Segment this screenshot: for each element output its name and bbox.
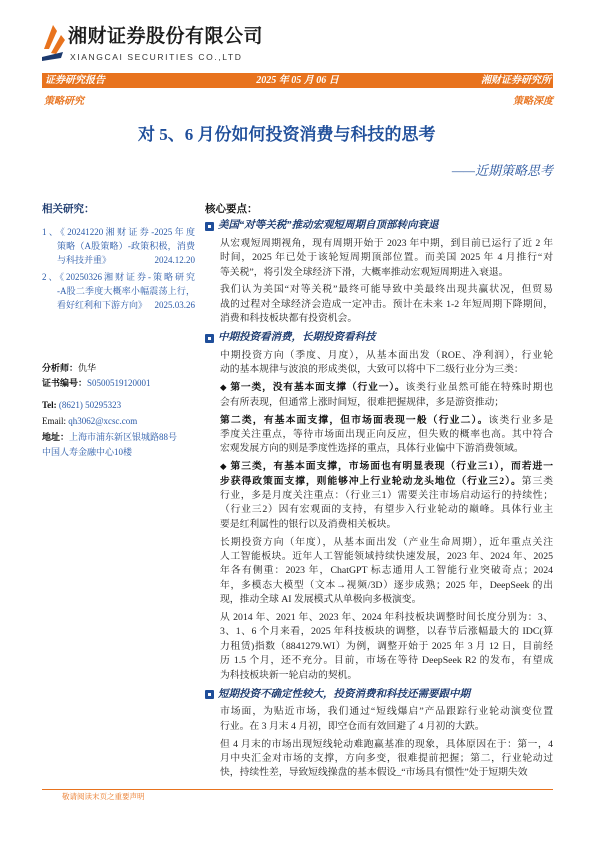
text-line	[220, 654, 553, 668]
related-research-title-text: 1、《20241220湘财证券-2025年度	[42, 227, 195, 237]
tel-row	[42, 398, 195, 412]
paragraph	[220, 414, 553, 457]
line-text: 该类行业虽然可能在特殊时期也	[405, 382, 554, 394]
emphasis-text: 步获得政策面支撑，则能够冲上行业轮动龙头地位（行业三2）。	[220, 475, 522, 487]
paragraph	[220, 705, 553, 734]
related-research-line	[42, 284, 195, 298]
company-logo-icon	[40, 22, 66, 62]
line-text: 会有所表现，但通常上涨时间短，很难把握规律，多是游资推动；	[220, 396, 505, 408]
text-line	[220, 266, 553, 280]
footer-disclaimer: 敬请阅读末页之重要声明	[62, 792, 145, 801]
company-name-en: XIANGCAI SECURITIES CO.,LTD	[70, 52, 243, 62]
line-text: 力租赁)指数（8841279.WI）为例，调整开始于 2025 年 3 月 12 日，目前经	[220, 640, 553, 652]
section-marker-icon	[205, 690, 214, 699]
text-line	[220, 705, 553, 719]
report-subtitle: ——近期策略思考	[451, 163, 553, 178]
related-research-date: 2025.03.26	[154, 300, 195, 310]
line-text: 宏观发展方向的则是季度性选择的重点，具体行业偏中下游消费领域。	[220, 443, 524, 455]
text-line	[220, 640, 553, 654]
line-text: 市场面，为贴近市场，我们通过“短线爆启”产品跟踪行业轮动演变位置	[220, 706, 553, 718]
related-research-title-text: 看好红利和下游方向》	[57, 300, 148, 310]
line-text: 时间，2025 年已处于该轮短周期顶部位置。而美国 2025 年 4 月推行“对	[220, 252, 553, 264]
text-line	[220, 363, 553, 377]
line-text: 要是红利属性的银行以及消费相关板块。	[220, 518, 397, 530]
related-research-line	[42, 225, 195, 239]
text-line	[220, 298, 553, 312]
text-line	[220, 381, 553, 395]
line-text: 我们认为美国“对等关税”最终可能导致中美最终出现共赢状况，但贸易	[220, 284, 553, 296]
text-line	[220, 518, 553, 532]
line-text: 3、1、6 个月来看，2025 年科技板块的调整，以春节后涨幅最大的 IDC(算	[220, 626, 553, 638]
text-line	[220, 611, 553, 625]
line-text: 从宏观短周期视角，现有周期开始于 2023 年中期，到目前已运行了近 2 年	[220, 237, 553, 249]
text-line	[220, 428, 553, 442]
text-line	[220, 579, 553, 593]
text-line	[220, 752, 553, 766]
text-line	[220, 489, 553, 503]
text-line	[220, 442, 553, 456]
text-line	[220, 625, 553, 639]
bullet-paragraph	[220, 460, 553, 532]
related-research-line	[42, 239, 195, 253]
related-research-line	[42, 270, 195, 284]
text-line	[220, 460, 553, 474]
email-address: qh3062@xcsc.com	[68, 416, 138, 426]
text-line	[220, 564, 553, 578]
section-heading	[205, 687, 553, 703]
address-row	[42, 430, 195, 444]
related-research-line	[42, 253, 195, 267]
analyst-label: 分析师：	[42, 363, 79, 373]
emphasis-text: 第一类，没有基本面支撑（行业一）。	[230, 382, 406, 394]
text-line	[220, 414, 553, 428]
text-line	[220, 396, 553, 410]
text-line	[220, 593, 553, 607]
line-text: 消费和科技板块都有投资机会。	[220, 313, 358, 325]
paragraph	[220, 237, 553, 280]
section-heading-text: 短期投资不确定性较大，投资消费和科技还需要跟中期	[218, 688, 470, 700]
bullet-diamond-icon: ◆	[220, 462, 228, 473]
tel-number: (8621) 50295323	[58, 400, 122, 410]
address-row-2	[42, 445, 195, 459]
line-text: 为科技板块新一轮启动的契机。	[220, 669, 358, 681]
bullet-paragraph	[220, 381, 553, 410]
paragraph	[220, 283, 553, 326]
research-institute: 湘财证券研究所	[481, 75, 551, 86]
text-line	[220, 669, 553, 683]
line-text: 行业，多是月度关注重点：（行业三1）需要关注市场启动运行的持续性；	[220, 489, 553, 501]
key-points-body	[205, 218, 553, 781]
company-name-cn: 湘财证券股份有限公司	[68, 26, 264, 47]
line-text: 人工智能板块。近年人工智能领域持续快速发展，2023 年、2024 年、2025	[220, 551, 553, 563]
address-line-1: 上海市浦东新区银城路88号	[69, 432, 178, 442]
email-label: Email:	[42, 416, 69, 426]
text-line	[220, 720, 553, 734]
line-text: 月中央汇金对市场的支撑，方向多变，很难提前把握；第二，行业轮动过	[220, 753, 553, 764]
line-text: 长期投资方向（年度），从基本面出发（产业生命周期），近年重点关注	[220, 536, 553, 548]
line-text: 中期投资方向（季度、月度），从基本面出发（ROE、净利润），行业轮	[220, 349, 553, 361]
line-text: 但 4 月末的市场出现短线轮动难跑赢基准的现象，具体原因在于：第一，4	[220, 738, 553, 750]
related-research-line	[42, 298, 195, 312]
report-subcategory-row	[42, 94, 553, 109]
line-text: 等关税”，将引发全球经济下滑，大概率推动宏观短周期进入衰退。	[220, 266, 509, 278]
paragraph	[220, 611, 553, 683]
text-line	[220, 536, 553, 550]
section-marker-icon	[205, 222, 214, 231]
section-heading-text: 美国“对等关税”推动宏观短周期自顶部转向衰退	[218, 220, 439, 231]
address-label: 地址：	[42, 432, 70, 442]
text-line	[220, 283, 553, 297]
related-research-title-text: 策略（A股策略）-政策积极，消费	[57, 241, 195, 251]
report-type-band	[42, 73, 553, 88]
line-text: 动的基本规律与波浪的形成类似，大致可以将中下二级行业分为三类：	[220, 364, 524, 376]
line-text: 快，持续性差，导致短线操盘的基本假设_“市场具有惯性”处于短期失效	[220, 767, 528, 779]
paragraph	[220, 536, 553, 608]
analyst-name-row	[42, 361, 195, 375]
line-text: 年，多模态大模型（文本→视频/3D）逐步成熟；2025 年，DeepSeek 的出	[220, 579, 553, 591]
report-depth-label: 策略深度	[513, 96, 553, 107]
line-text: （行业三2）因有宏观面的支持，有望步入行业轮动的巅峰。具体行业主	[220, 504, 553, 516]
line-text: 从 2014 年、2021 年、2023 年、2024 年科技板块调整时间长度分别为：3、	[220, 612, 553, 624]
line-text: 战的过程对全球经济会造成一定冲击。预计在未来 1-2 年短周期下降期间，	[220, 298, 553, 310]
certificate-number: S0500519120001	[87, 378, 151, 388]
text-line	[220, 475, 553, 489]
line-text: 季度关注重点，等待市场面出现正向反应，但失败的概率也高。其中符合	[220, 428, 553, 440]
line-text: 该类行业多是	[488, 414, 553, 426]
text-line	[220, 550, 553, 564]
related-research-date: 2024.12.20	[154, 255, 195, 265]
section-heading	[205, 218, 553, 234]
line-text: 现，推动全球 AI 发展模式从单极向多极演变。	[220, 594, 422, 606]
bullet-diamond-icon: ◆	[220, 383, 228, 394]
report-category: 证券研究报告	[45, 75, 105, 86]
line-text: 第三类	[521, 475, 553, 487]
paragraph	[220, 349, 553, 378]
analyst-name: 仇华	[78, 363, 97, 373]
emphasis-text: 第二类，有基本面支撑，但市场面表现一般（行业二）。	[220, 414, 489, 426]
text-line	[220, 251, 553, 265]
text-line	[220, 766, 553, 780]
line-text: 历 1.5 个月，还不充分。目前，市场在等待 DeepSeek R2 的发布，有望成	[220, 655, 553, 667]
line-text: 年各有侧重：2023 年，ChatGPT 标志通用人工智能行业突破奇点；2024	[220, 565, 553, 577]
related-research-list	[42, 225, 195, 315]
report-title: 对 5、6 月份如何投资消费与科技的思考	[138, 125, 436, 144]
related-research-item	[42, 225, 195, 267]
related-research-heading: 相关研究：	[42, 204, 95, 215]
text-line	[220, 349, 553, 363]
text-line	[220, 503, 553, 517]
line-text: 行业。在 3 月末 4 月初，即空仓而有效回避了 4 月初的大跌。	[220, 720, 485, 732]
text-line	[220, 738, 553, 752]
related-research-title-text: 与科技并重》	[57, 255, 112, 265]
text-line	[220, 237, 553, 251]
related-research-title-text: 2、《20250326湘财证券-策略研究	[42, 272, 195, 282]
research-field: 策略研究	[44, 96, 84, 107]
footer-divider	[42, 789, 553, 790]
address-line-2: 中国人寿金融中心10楼	[42, 447, 133, 457]
section-heading-text: 中期投资看消费，长期投资看科技	[218, 332, 376, 344]
emphasis-text: 第三类，有基本面支撑，市场面也有明显表现（行业三1），而若进一	[230, 461, 553, 473]
section-heading	[205, 330, 553, 346]
paragraph	[220, 738, 553, 781]
email-row	[42, 414, 195, 428]
key-points-heading: 核心要点：	[205, 204, 258, 215]
certificate-row	[42, 376, 195, 390]
report-date: 2025 年 05 月 06 日	[256, 75, 339, 86]
text-line	[220, 312, 553, 326]
certificate-label: 证书编号：	[42, 378, 88, 388]
tel-label: Tel:	[42, 400, 59, 410]
related-research-item	[42, 270, 195, 312]
related-research-title-text: -A股二季度大概率小幅震荡上行，	[57, 286, 195, 296]
section-marker-icon	[205, 334, 214, 343]
